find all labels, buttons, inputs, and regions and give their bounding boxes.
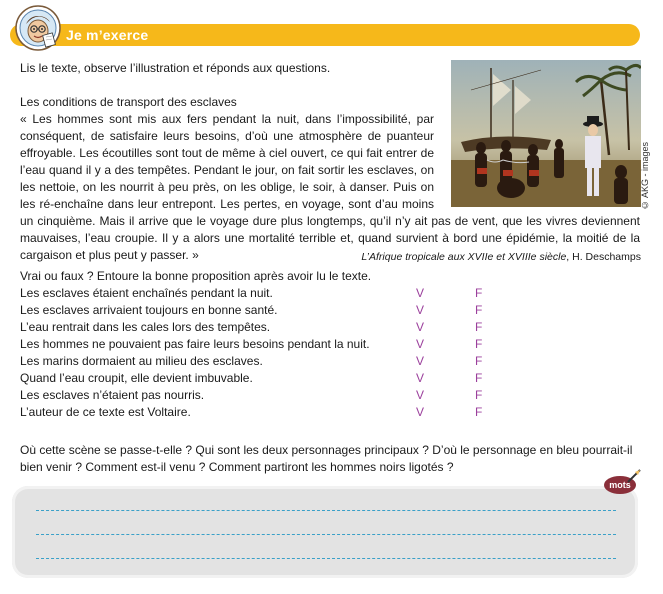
true-false-row <box>20 285 520 302</box>
false-option[interactable]: F <box>475 388 483 402</box>
answer-area[interactable] <box>12 486 638 578</box>
section-title: Je m’exerce <box>66 27 149 43</box>
true-option[interactable]: V <box>416 388 425 402</box>
passage-title: Les conditions de transport des esclaves <box>20 95 237 109</box>
false-option[interactable]: F <box>475 286 483 300</box>
true-option[interactable]: V <box>416 286 425 300</box>
source-title: L’Afrique tropicale aux XVIIe et XVIIIe siècle <box>361 251 567 263</box>
mots-label: mots <box>609 480 631 490</box>
image-credit: © AKG - images <box>640 141 650 210</box>
true-false-row <box>20 387 520 404</box>
false-option[interactable]: F <box>475 371 483 385</box>
slave-ship-illustration <box>451 60 641 207</box>
student-mascot-icon <box>14 4 62 52</box>
passage-source <box>361 251 641 263</box>
statement-text: Les esclaves arrivaient toujours en bonne santé. <box>20 303 278 317</box>
false-option[interactable]: F <box>475 405 483 419</box>
statement-text: L’eau rentrait dans les cales lors des tempêtes. <box>20 320 271 334</box>
statement-text: Les esclaves étaient enchaînés pendant la nuit. <box>20 286 273 300</box>
source-author: , H. Deschamps <box>566 251 641 263</box>
true-false-row <box>20 370 520 387</box>
mots-badge-icon <box>602 468 642 496</box>
statement-text: Les hommes ne pouvaient pas faire leurs besoins pendant la nuit. <box>20 337 370 351</box>
true-false-row <box>20 353 520 370</box>
passage-body: « Les hommes sont mis aux fers pendant la nuit, dans l’impossibilité, par conséquent, de satisfaire leurs besoins, d’où une atmosphère de puanteur effroyable. Les écoutilles sont tout de même à ciel ouvert, ce qui fait entrer de l’eau quand il y a des tempêtes. Pendant le jour, on fait sortir les esclaves, on les nettoie, on les nourrit à peu près, on les oblige, le soir, à danser. Puis on les ré-enchaîne dans leur entrepont. Les pertes, en voyage, sont d’au moins un cinquième. Mais il arrive que le voyage dure plus longtemps, qu’il n’y ait pas de vent, que les vivres deviennent mauvaises, l’eau croupie. Il y a alors une mortalité terrible et, quand survient à bord une épidémie, la moitié de la cargaison et plus peut y passer. » <box>20 112 640 262</box>
false-option[interactable]: F <box>475 320 483 334</box>
true-false-row <box>20 336 520 353</box>
statement-text: Les esclaves n’étaient pas nourris. <box>20 388 205 402</box>
true-false-row <box>20 302 520 319</box>
true-option[interactable]: V <box>416 303 425 317</box>
true-option[interactable]: V <box>416 405 425 419</box>
true-option[interactable]: V <box>416 371 425 385</box>
false-option[interactable]: F <box>475 354 483 368</box>
statement-text: L’auteur de ce texte est Voltaire. <box>20 405 191 419</box>
true-option[interactable]: V <box>416 354 425 368</box>
true-option[interactable]: V <box>416 337 425 351</box>
statement-text: Quand l’eau croupit, elle devient imbuvable. <box>20 371 253 385</box>
true-option[interactable]: V <box>416 320 425 334</box>
open-questions: Où cette scène se passe-t-elle ? Qui sont les deux personnages principaux ? D’où le personnage en bleu pourrait-il bien venir ? Comment est-il venu ? Comment partiront les hommes noirs ligotés ? <box>20 443 633 474</box>
answer-line[interactable] <box>36 534 616 535</box>
instructions: Lis le texte, observe l’illustration et réponds aux questions. <box>20 61 331 75</box>
statement-text: Les marins dormaient au milieu des esclaves. <box>20 354 263 368</box>
true-false-row <box>20 404 520 421</box>
true-false-row <box>20 319 520 336</box>
true-false-list <box>20 285 520 421</box>
answer-line[interactable] <box>36 510 616 511</box>
false-option[interactable]: F <box>475 303 483 317</box>
false-option[interactable]: F <box>475 337 483 351</box>
answer-line[interactable] <box>36 558 616 559</box>
true-false-instruction: Vrai ou faux ? Entoure la bonne proposition après avoir lu le texte. <box>20 269 372 283</box>
